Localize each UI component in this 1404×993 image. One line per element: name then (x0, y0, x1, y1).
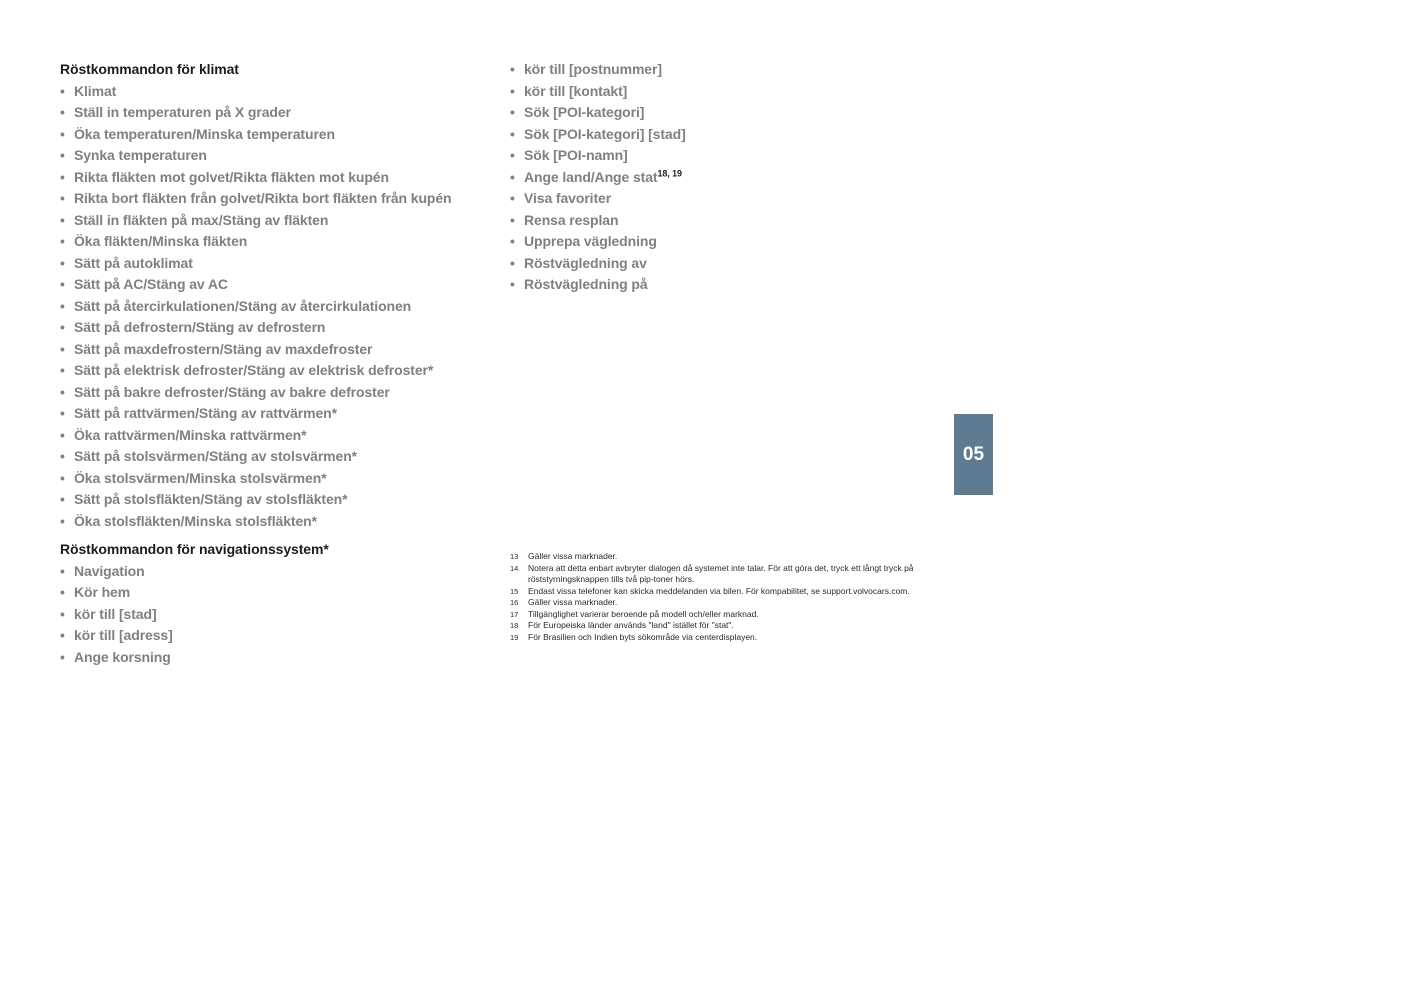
climate-command-item: • Öka fläkten/Minska fläkten (60, 231, 490, 253)
footnote-text: Notera att detta enbart avbryter dialogen då systemet inte talar. För att göra det, tryck ett långt tryck på röststyrningsknappen tills två pip-toner hörs. (528, 562, 914, 584)
footnote-text: Gäller vissa marknader. (528, 551, 618, 561)
climate-command-item: • Synka temperaturen (60, 145, 490, 167)
navigation-command-item: • Röstvägledning på (510, 274, 930, 296)
navigation-command-item: • kör till [kontakt] (510, 81, 930, 103)
navigation-command-item: • Sök [POI-kategori] (510, 102, 930, 124)
footnote-text: Endast vissa telefoner kan skicka meddelanden via bilen. För kompabilitet, se support.volvocars.com. (528, 585, 910, 596)
footnote-text: För Brasilien och Indien byts sökområde via centerdisplayen. (528, 631, 758, 642)
climate-command-item: • Sätt på stolsfläkten/Stäng av stolsfläkten* (60, 489, 490, 511)
climate-command-item: • Ställ in temperaturen på X grader (60, 102, 490, 124)
navigation-command-item: • Navigation (60, 561, 490, 583)
navigation-command-list (60, 561, 490, 669)
navigation-command-item: • kör till [stad] (60, 604, 490, 626)
footnote-text: För Europeiska länder används "land" istället för "stat". (528, 620, 734, 630)
footnote-number: 14 (510, 563, 519, 573)
climate-heading: Röstkommandon för klimat (60, 61, 239, 77)
climate-command-item: • Rikta fläkten mot golvet/Rikta fläkten mot kupén (60, 167, 490, 189)
climate-command-item: • Öka rattvärmen/Minska rattvärmen* (60, 425, 490, 447)
navigation-command-item: • Rensa resplan (510, 210, 930, 232)
footnote (510, 632, 930, 644)
climate-command-item: • Sätt på återcirkulationen/Stäng av återcirkulationen (60, 296, 490, 318)
climate-command-item: • Sätt på rattvärmen/Stäng av rattvärmen* (60, 403, 490, 425)
navigation-command-item: • Sök [POI-namn] (510, 145, 930, 167)
footnote-number: 16 (510, 598, 519, 607)
footnote-number: 17 (510, 609, 519, 619)
footnote-number: 15 (510, 586, 519, 596)
navigation-command-item: • Röstvägledning av (510, 253, 930, 275)
footnote (510, 597, 930, 609)
climate-command-item: • Klimat (60, 81, 490, 103)
navigation-heading: Röstkommandon för navigationssystem* (60, 541, 329, 557)
footnote-text: Tillgänglighet varierar beroende på modell och/eller marknad. (528, 608, 759, 619)
navigation-command-item-ange-land (510, 167, 930, 189)
climate-command-item: • Öka stolsfläkten/Minska stolsfläkten* (60, 511, 490, 533)
footnote (510, 586, 930, 598)
climate-command-item: • Ställ in fläkten på max/Stäng av fläkten (60, 210, 490, 232)
navigation-command-item: • kör till [adress] (60, 625, 490, 647)
climate-command-item: • Öka stolsvärmen/Minska stolsvärmen* (60, 468, 490, 490)
footnote (510, 563, 930, 586)
climate-command-list (60, 81, 490, 533)
footnote (510, 620, 930, 632)
footnote-number: 18 (510, 621, 519, 630)
climate-command-item: • Rikta bort fläkten från golvet/Rikta bort fläkten från kupén (60, 188, 490, 210)
climate-command-item: • Öka temperaturen/Minska temperaturen (60, 124, 490, 146)
navigation-command-item: • Kör hem (60, 582, 490, 604)
footnote-reference: 18, 19 (657, 167, 682, 178)
footnote-number: 13 (510, 552, 519, 561)
climate-command-item: • Sätt på stolsvärmen/Stäng av stolsvärmen* (60, 446, 490, 468)
navigation-command-item: • kör till [postnummer] (510, 59, 930, 81)
navigation-command-item: • Ange korsning (60, 647, 490, 669)
climate-command-item: • Sätt på bakre defroster/Stäng av bakre defroster (60, 382, 490, 404)
ange-land-label: Ange land/Ange stat (524, 168, 658, 185)
navigation-command-item: • Upprepa vägledning (510, 231, 930, 253)
footnotes (510, 551, 930, 643)
chapter-tab: 05 (954, 414, 993, 495)
right-column (510, 59, 930, 296)
climate-command-item: • Sätt på elektrisk defroster/Stäng av elektrisk defroster* (60, 360, 490, 382)
climate-command-item: • Sätt på maxdefrostern/Stäng av maxdefroster (60, 339, 490, 361)
footnote (510, 551, 930, 563)
footnote (510, 609, 930, 621)
navigation-command-item: • Visa favoriter (510, 188, 930, 210)
left-column (60, 59, 490, 668)
climate-command-item: • Sätt på defrostern/Stäng av defrostern (60, 317, 490, 339)
navigation-command-item: • Sök [POI-kategori] [stad] (510, 124, 930, 146)
climate-command-item: • Sätt på AC/Stäng av AC (60, 274, 490, 296)
footnote-text: Gäller vissa marknader. (528, 597, 618, 607)
navigation-command-list-continued (510, 59, 930, 296)
climate-command-item: • Sätt på autoklimat (60, 253, 490, 275)
footnote-number: 19 (510, 632, 519, 642)
